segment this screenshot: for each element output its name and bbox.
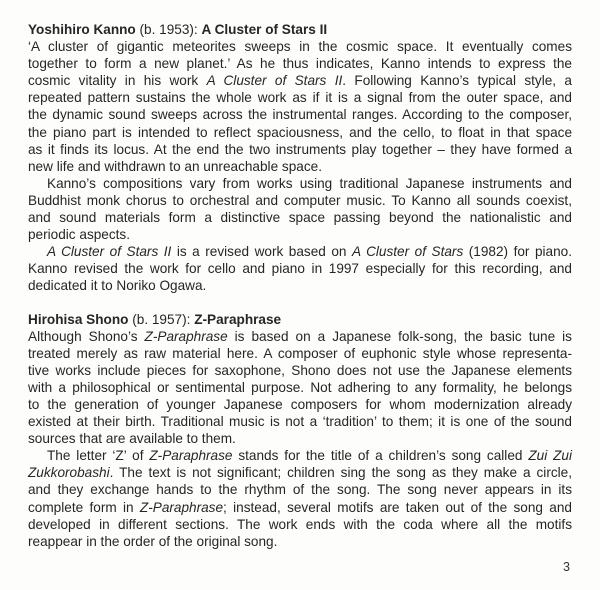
text-line xyxy=(28,243,572,260)
text-run: complete form in xyxy=(28,499,140,515)
text-line xyxy=(28,328,572,345)
text-run: and sound materials form a distinctive space passing beyond the nationalistic and xyxy=(28,210,572,226)
text-run: The letter ‘Z’ of xyxy=(47,448,150,464)
text-run: periodic aspects. xyxy=(28,227,131,243)
text-run: the piano part is intended to reflect spaciousness, and the cello, to float in that space xyxy=(28,124,572,140)
text-line xyxy=(28,464,572,481)
text-run: cosmic vitality in his work xyxy=(28,73,207,89)
text-line xyxy=(28,499,572,516)
section-body xyxy=(28,328,572,550)
italic-title: Z-Paraphrase xyxy=(149,448,233,464)
text-run: tive works include pieces for saxophone, Shono does not use the Japanese elements xyxy=(28,362,572,378)
text-run: as it finds its locus. At the end the two instruments play together – they have formed a xyxy=(28,141,572,157)
section-heading xyxy=(28,21,572,38)
text-line xyxy=(28,413,572,430)
text-run: Kanno’s compositions vary from works using traditional Japanese instruments and xyxy=(47,175,572,191)
text-line xyxy=(28,277,572,294)
text-line xyxy=(28,175,572,192)
text-run: ; instead, several motifs are taken out of the song and xyxy=(223,499,572,515)
text-run: is a revised work based on xyxy=(171,244,352,260)
text-line xyxy=(28,516,572,533)
text-run: stands for the title of a children’s song called xyxy=(232,448,529,464)
text-run: . Following Kanno’s typical style, a xyxy=(342,73,572,89)
text-line xyxy=(28,124,572,141)
composer-dates: (b. 1957): xyxy=(128,311,195,327)
composer-dates: (b. 1953): xyxy=(135,22,202,37)
text-line xyxy=(28,345,572,362)
text-line xyxy=(28,430,572,447)
text-line xyxy=(28,158,572,175)
composer-name: Yoshihiro Kanno xyxy=(28,22,136,37)
text-run: repeated pattern sustains the whole work as if it is a signal from the outer space, and xyxy=(28,90,572,106)
italic-title: A Cluster of Stars II xyxy=(47,244,172,260)
section-kanno xyxy=(28,21,572,295)
text-run: ‘A cluster of gigantic meteorites sweeps in the cosmic space. It eventually comes xyxy=(28,39,572,55)
section-shono xyxy=(28,311,572,550)
text-run: (1982) for piano. xyxy=(463,244,572,260)
text-line xyxy=(28,379,572,396)
italic-title: Z-Paraphrase xyxy=(139,499,224,515)
text-run: sources that are available to them. xyxy=(28,431,236,447)
text-line xyxy=(28,55,572,72)
work-title: Z-Paraphrase xyxy=(194,311,282,327)
work-title: A Cluster of Stars II xyxy=(201,22,328,37)
text-line xyxy=(28,209,572,226)
italic-title: A Cluster of Stars II xyxy=(206,73,343,89)
text-line xyxy=(28,396,572,413)
text-run: Although Shono’s xyxy=(28,328,145,344)
text-run: reappear in the order of the original song. xyxy=(28,533,278,549)
composer-name: Hirohisa Shono xyxy=(28,311,129,327)
text-line xyxy=(28,38,572,55)
italic-title: Zui Zui xyxy=(528,448,572,464)
text-run: treated merely as raw material here. A composer of euphonic style whose representa- xyxy=(28,345,572,361)
text-run: to the generation of younger Japanese composers for whom modernization already xyxy=(28,396,572,412)
booklet-page xyxy=(28,21,572,550)
text-run: . The text is not significant; children sing the song as they make a circle, xyxy=(109,465,572,481)
text-run: with a philosophical or sentimental purpose. Not adhering to any formality, he belongs xyxy=(28,379,572,395)
section-heading xyxy=(28,311,572,328)
text-run: new life and withdrawn to an unreachable space. xyxy=(28,158,322,174)
italic-title: A Cluster of Stars xyxy=(352,244,464,260)
italic-title: Z-Paraphrase xyxy=(144,328,228,344)
text-run: developed in different sections. The work ends with the coda where all the motifs xyxy=(28,516,572,532)
text-line xyxy=(28,533,572,550)
text-line xyxy=(28,447,572,464)
text-run: and they exchange hands to the rhythm of the song. The song never appears in its xyxy=(28,482,572,498)
text-line xyxy=(28,89,572,106)
text-run: together to form a new planet.’ As he thus indicates, Kanno intends to express the xyxy=(28,56,572,72)
text-run: Kanno revised the work for cello and piano in 1997 especially for this recording, and xyxy=(28,261,572,277)
italic-title: Zukkorobashi xyxy=(28,465,110,481)
text-line xyxy=(28,226,572,243)
text-run: Buddhist monk chorus to orchestral and computer music. To Kanno all sounds coexist, xyxy=(28,192,572,208)
text-line xyxy=(28,72,572,89)
text-run: dedicated it to Noriko Ogawa. xyxy=(28,278,207,294)
text-line xyxy=(28,260,572,277)
text-line xyxy=(28,481,572,498)
text-line xyxy=(28,362,572,379)
text-line xyxy=(28,141,572,158)
text-run: existed at their birth. Traditional music is not a ‘tradition’ to them; it is one of the sound xyxy=(28,414,572,430)
section-body xyxy=(28,38,572,294)
text-line xyxy=(28,106,572,123)
text-run: is based on a Japanese folk-song, the basic tune is xyxy=(227,328,572,344)
text-line xyxy=(28,192,572,209)
page-number: 3 xyxy=(563,560,570,574)
text-run: the dynamic sound sweeps across the instrumental ranges. According to the composer, xyxy=(28,107,572,123)
